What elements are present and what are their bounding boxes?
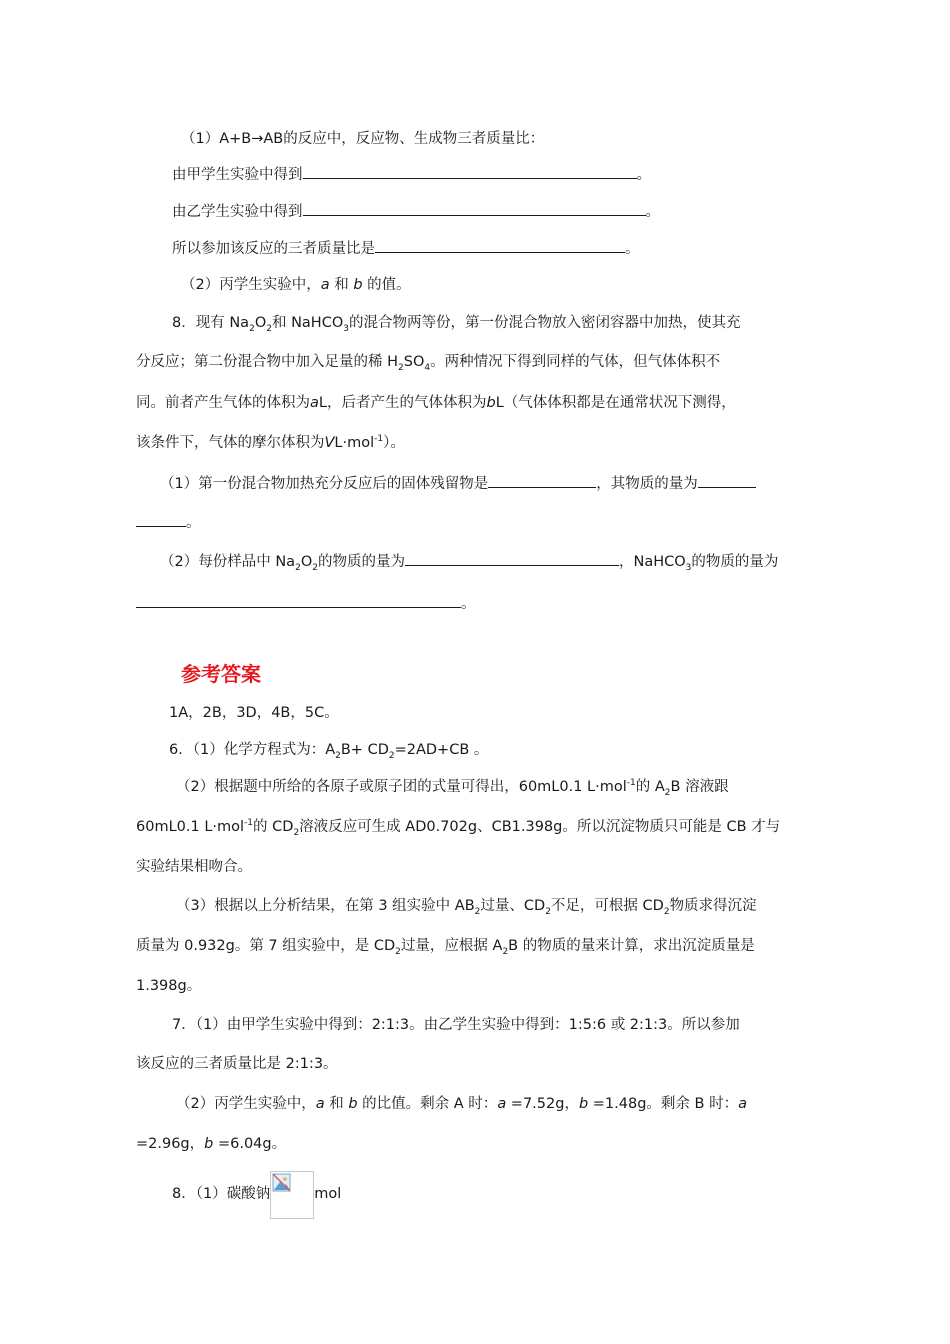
answer-8-line: 8．（1）碳酸钠 mol bbox=[172, 1184, 341, 1219]
answer-7-2-line2: =2.96g，b =6.04g。 bbox=[136, 1136, 287, 1152]
answer-1-5: 1A，2B，3D，4B，5C。 bbox=[169, 705, 339, 721]
answer-6-3-line2: 质量为 0.932g。第 7 组实验中，是 $CD_2$过量，应根据 $A_2B$ 的物质的量来计算，求出沉淀质量是 bbox=[136, 938, 755, 957]
answer-7-2-line1: （2）丙学生实验中，a 和 b 的比值。剩余 A 时：a =7.52g，b =1.48g。剩余 B 时：a bbox=[176, 1096, 747, 1112]
q8-sub1-line-cont: 。 bbox=[136, 512, 201, 533]
answer-blank[interactable] bbox=[303, 164, 637, 179]
q8-sub2-line: （2）每份样品中 $Na_2O_2$的物质的量为 ，NaHCO$_3$的物质的量为 bbox=[160, 551, 778, 572]
answer-blank[interactable] bbox=[698, 473, 756, 488]
answer-blank[interactable] bbox=[488, 473, 596, 488]
broken-image-icon bbox=[270, 1171, 314, 1219]
answer-6-2-line2: 60mL0.1 L·mol$^{-1}$的 $CD_2$溶液反应可生成 AD0.702g、CB1.398g。所以沉淀物质只可能是 CB 才与 bbox=[136, 818, 781, 838]
q7-suoyi-line: 所以参加该反应的三者质量比是 。 bbox=[172, 238, 640, 259]
q8-line3: 同。前者产生气体的体积为aL，后者产生的气体体积为bL（气体体积都是在通常状况下测得， bbox=[136, 395, 736, 411]
q8-sub2-line-cont: 。 bbox=[136, 593, 476, 614]
q8-sub1-line: （1）第一份混合物加热充分反应后的固体残留物是 ，其物质的量为 bbox=[160, 473, 756, 494]
answer-7-1-line1: 7．（1）由甲学生实验中得到：2:1:3。由乙学生实验中得到：1:5:6 或 2:1:3。所以参加 bbox=[172, 1017, 740, 1033]
q7-yi-line: 由乙学生实验中得到 。 bbox=[172, 201, 660, 222]
q7-part1-prompt: （1）A+B→AB的反应中，反应物、生成物三者质量比： bbox=[181, 131, 545, 147]
q8-line2: 分反应；第二份混合物中加入足量的稀 $H_2SO_4$。两种情况下得到同样的气体，但气体体积不 bbox=[136, 354, 721, 373]
answer-6-1: 6．（1）化学方程式为：$A_2B+ CD_2=2AD+CB$ 。 bbox=[169, 742, 489, 761]
answers-heading: 参考答案 bbox=[181, 662, 261, 686]
q7-jia-line: 由甲学生实验中得到 。 bbox=[172, 164, 651, 185]
q7-part2-prompt: （2）丙学生实验中，a 和 b 的值。 bbox=[181, 277, 411, 293]
answer-6-2-line1: （2）根据题中所给的各原子或原子团的式量可得出，60mL0.1 L·mol$^{-1}$的 $A_2B$ 溶液跟 bbox=[176, 778, 729, 798]
answer-blank[interactable] bbox=[136, 512, 186, 527]
answer-blank[interactable] bbox=[136, 593, 461, 608]
answer-6-3-line1: （3）根据以上分析结果，在第 3 组实验中 $AB_2$过量、$CD_2$不足，可根据 $CD_2$物质求得沉淀 bbox=[176, 898, 757, 917]
answer-blank[interactable] bbox=[405, 551, 619, 566]
answer-7-1-line2: 该反应的三者质量比是 2:1:3。 bbox=[136, 1056, 338, 1072]
answer-6-2-line3: 实验结果相吻合。 bbox=[136, 859, 252, 875]
answer-blank[interactable] bbox=[375, 238, 625, 253]
q8-line4: 该条件下，气体的摩尔体积为VL·mol$^{-1}$）。 bbox=[136, 434, 405, 451]
q8-line1: 8．现有 $Na_2O_2$和 NaHCO$_3$的混合物两等份，第一份混合物放入密闭容器中加热，使其充 bbox=[172, 315, 741, 334]
answer-blank[interactable] bbox=[303, 201, 646, 216]
answer-6-3-line3: 1.398g。 bbox=[136, 978, 202, 994]
